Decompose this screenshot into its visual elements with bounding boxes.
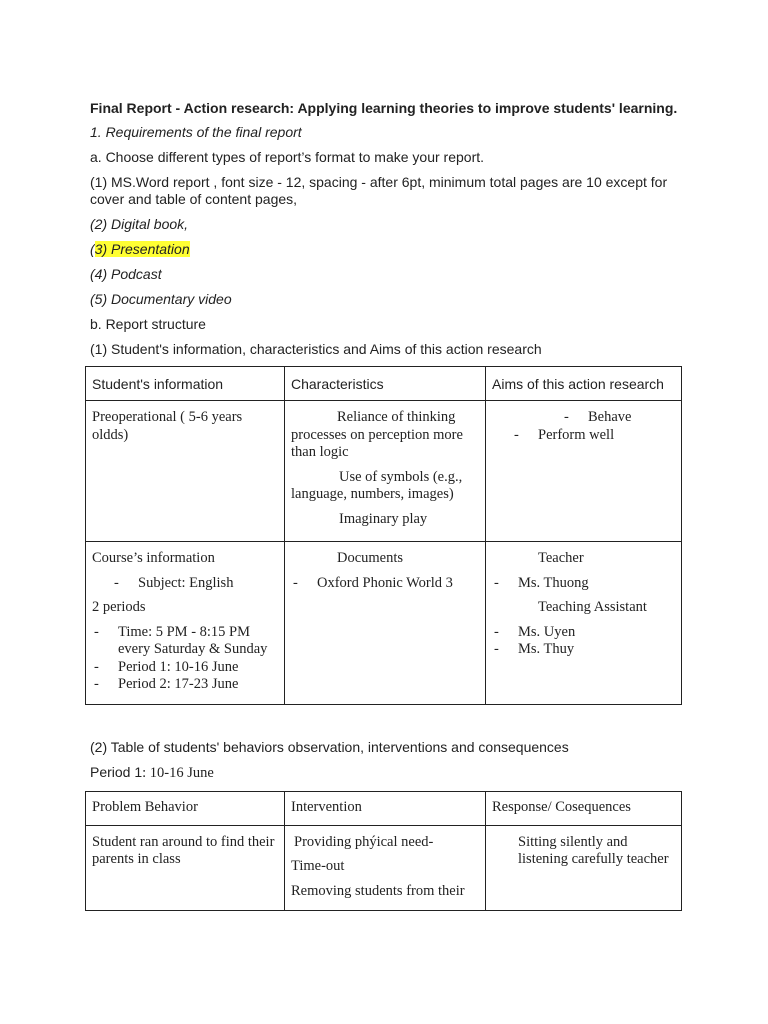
ta-name: - Ms. Uyen (494, 623, 576, 640)
table-cell (86, 401, 285, 542)
table-row (86, 401, 682, 542)
characteristic-item: Imaginary play (339, 510, 428, 527)
table-row (86, 825, 682, 910)
dash-mark: - (293, 574, 298, 591)
table-cell (486, 401, 682, 542)
table-cell (285, 825, 486, 910)
format-5: (5) Documentary video (90, 291, 232, 307)
format-3 (90, 241, 690, 258)
dash-mark: - (114, 574, 119, 591)
course-item: - Period 1: 10-16 June (94, 658, 239, 675)
documents-title: Documents (337, 550, 404, 566)
report-structure-heading: b. Report structure (90, 316, 206, 332)
course-item: - Time: 5 PM - 8:15 PM every Saturday & Sunday (94, 623, 268, 657)
format-3-highlight: 3) Presentation (94, 241, 190, 257)
behavior-text: Student ran around to find their parents in class (92, 833, 275, 867)
response-text: Sitting silently and listening carefully teacher (518, 833, 669, 867)
course-info-title: Course’s information (92, 550, 215, 566)
structure-1: (1) Student's information, characteristics and Aims of this action research (90, 341, 542, 357)
dash-mark: - (94, 676, 99, 692)
header-cell: Response/ Cosequences (486, 791, 682, 825)
header-cell: Characteristics (285, 367, 486, 401)
header-cell: Intervention (285, 791, 486, 825)
dash-mark: - (94, 623, 99, 640)
course-subject: - Subject: English (114, 574, 234, 591)
structure-2: (2) Table of students' behaviors observation, interventions and consequences (90, 739, 569, 755)
aim-item: - Perform well (514, 426, 615, 443)
intervention-item: Removing students from their (291, 882, 465, 899)
requirement-a: a. Choose different types of report’s format to make your report. (90, 149, 485, 165)
table-cell (86, 825, 285, 910)
requirements-heading: 1. Requirements of the final report (90, 124, 302, 140)
student-info-table (85, 366, 682, 705)
ta-name: - Ms. Thuy (494, 641, 575, 657)
dash-mark: - (494, 574, 499, 591)
table-cell (486, 542, 682, 705)
intervention-item: Time-out (291, 858, 345, 874)
dash-mark: - (564, 409, 569, 425)
aim-item: - Behave (564, 409, 632, 425)
format-1: (1) MS.Word report , font size - 12, spacing - after 6pt, minimum total pages are 10 except for cover and table of content pages, (90, 174, 668, 207)
table-row (86, 542, 682, 705)
course-item: - Period 2: 17-23 June (94, 676, 239, 692)
table-cell (285, 542, 486, 705)
dash-mark: - (494, 641, 499, 657)
course-periods: 2 periods (92, 599, 146, 615)
table-header-row (86, 791, 682, 825)
table-cell (86, 542, 285, 705)
dash-mark: - (94, 658, 99, 675)
period-label: Period 1 (90, 764, 143, 780)
table-cell (285, 401, 486, 542)
intervention-item: Providing phýical need- (294, 833, 434, 850)
characteristic-item: Use of symbols (e.g., language, numbers, images) (291, 468, 463, 502)
header-cell: Student's information (86, 367, 285, 401)
format-2: (2) Digital book, (90, 216, 189, 232)
behavior-table (85, 791, 682, 911)
characteristic-item: Reliance of thinking processes on perception more than logic (291, 409, 463, 460)
document-page (90, 100, 690, 911)
report-title: Final Report - Action research: Applying learning theories to improve students' learning. (90, 100, 678, 116)
document-item: - Oxford Phonic World 3 (293, 574, 453, 591)
table-header-row (86, 367, 682, 401)
format-3-prefix: ( (90, 241, 95, 257)
dash-mark: - (494, 623, 499, 640)
header-cell: Aims of this action research (486, 367, 682, 401)
format-4: (4) Podcast (90, 266, 162, 282)
stage-text: Preoperational ( 5-6 years oldds) (92, 409, 243, 443)
period-dates: : 10-16 June (142, 765, 214, 781)
period-1-label (90, 764, 690, 783)
dash-mark: - (514, 426, 519, 443)
header-cell: Problem Behavior (86, 791, 285, 825)
ta-title: Teaching Assistant (538, 599, 647, 615)
teacher-name: - Ms. Thuong (494, 574, 589, 591)
table-cell (486, 825, 682, 910)
teacher-title: Teacher (538, 550, 584, 566)
